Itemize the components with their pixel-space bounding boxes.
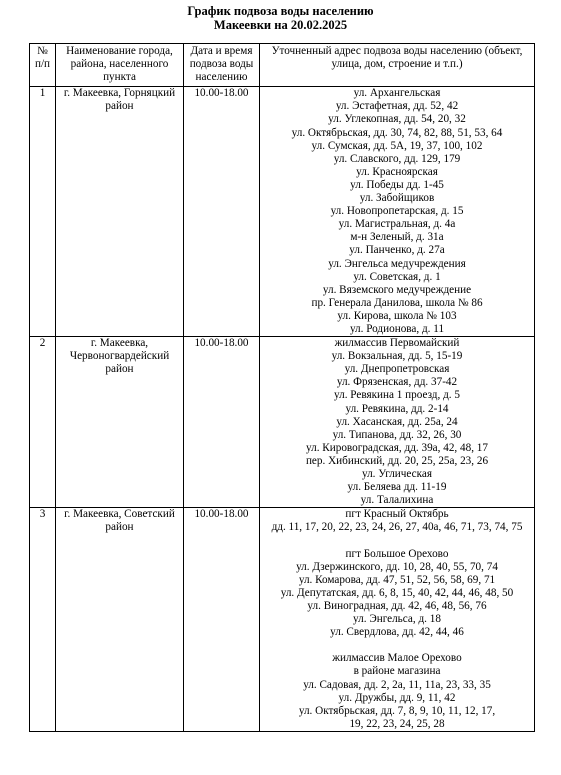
address-line: ул. Углекопная, дд. 54, 20, 32 bbox=[328, 113, 466, 126]
row-addresses bbox=[260, 337, 535, 508]
address-line: ул. Эстафетная, дд. 52, 42 bbox=[335, 100, 459, 113]
address-line: ул. Типанова, дд. 32, 26, 30 bbox=[332, 428, 462, 441]
address-line: ул. Углическая bbox=[361, 468, 433, 480]
address-line: пер. Хибинский, дд. 20, 25, 25а, 23, 26 bbox=[305, 454, 489, 467]
row-name: г. Макеевка, Советский район bbox=[56, 508, 184, 732]
header-name: Наименование города, района, населенного пункта bbox=[56, 44, 184, 87]
address-line: ул. Хасанская, дд. 25а, 24 bbox=[336, 415, 458, 428]
address-line: ул. Дзержинского, дд. 10, 28, 40, 55, 70, 74 bbox=[296, 560, 498, 573]
address-line: ул. Свердлова, дд. 42, 44, 46 bbox=[330, 626, 464, 639]
address-line: ул. Комарова, дд. 47, 51, 52, 56, 58, 69, 71 bbox=[298, 573, 496, 586]
table-row bbox=[30, 508, 535, 732]
address-line: ул. Энгельса медучреждения bbox=[328, 257, 466, 270]
address-line: ул. Красноярская bbox=[356, 165, 438, 178]
row-time: 10.00-18.00 bbox=[184, 87, 260, 337]
address-line: ул. Ревякина, дд. 2-14 bbox=[345, 402, 449, 415]
address-line: ул. Родионова, д. 11 bbox=[349, 322, 445, 335]
address-line: ул. Депутатская, дд. 6, 8, 15, 40, 42, 44, 46, 48, 50 bbox=[280, 586, 514, 599]
address-line: ул. Октябрьская, дд. 30, 74, 82, 88, 51, 53, 64 bbox=[291, 126, 503, 139]
header-address: Уточненный адрес подвоза воды населению (объект, улица, дом, строение и т.п.) bbox=[260, 44, 535, 87]
address-line: жилмассив Первомайский bbox=[334, 337, 460, 350]
header-time: Дата и время подвоза воды населению bbox=[184, 44, 260, 87]
address-line bbox=[262, 639, 532, 652]
address-line: ул. Энгельса, д. 18 bbox=[353, 613, 441, 626]
table-header-row bbox=[30, 44, 535, 87]
address-line: дд. 11, 17, 20, 22, 23, 24, 26, 27, 40а, 46, 71, 73, 74, 75 bbox=[271, 521, 523, 534]
row-name: г. Макеевка, Горняцкий район bbox=[56, 87, 184, 337]
address-line: ул. Вяземского медучреждение bbox=[322, 283, 472, 296]
row-name: г. Макеевка, Червоногвардейский район bbox=[56, 337, 184, 508]
water-delivery-table bbox=[29, 43, 535, 732]
title-line-2: Макеевки на 20.02.2025 bbox=[213, 18, 348, 32]
address-line: ул. Беляева дд. 11-19 bbox=[347, 481, 447, 494]
address-line: ул. Виноградная, дд. 42, 46, 48, 56, 76 bbox=[307, 599, 487, 612]
address-line: ул. Днепропетровская bbox=[344, 363, 450, 376]
address-line: 19, 22, 23, 24, 25, 28 bbox=[349, 717, 445, 730]
address-line: ул. Архангельская bbox=[353, 87, 441, 100]
row-num: 1 bbox=[30, 87, 56, 337]
row-addresses bbox=[260, 87, 535, 337]
row-addresses bbox=[260, 508, 535, 732]
address-line: ул. Дружбы, дд. 9, 11, 42 bbox=[338, 691, 456, 704]
address-line: ул. Сумская, дд. 5А, 19, 37, 100, 102 bbox=[311, 139, 483, 152]
address-line: ул. Ревякина 1 проезд, д. 5 bbox=[334, 389, 460, 402]
address-line: пгт Красный Октябрь bbox=[345, 508, 449, 521]
table-row bbox=[30, 337, 535, 508]
address-line: жилмассив Малое Орехово bbox=[332, 652, 462, 665]
address-line: ул. Кировоградская, дд. 39а, 42, 48, 17 bbox=[306, 441, 488, 454]
address-line: м-н Зеленый, д. 31а bbox=[350, 231, 444, 244]
document-title bbox=[0, 4, 561, 32]
row-time: 10.00-18.00 bbox=[184, 337, 260, 508]
address-line: ул. Панченко, д. 27а bbox=[349, 244, 445, 257]
address-line: пгт Большое Орехово bbox=[345, 547, 449, 560]
address-line: в районе магазина bbox=[353, 665, 441, 678]
address-line: ул. Кирова, школа № 103 bbox=[337, 309, 457, 322]
address-line: ул. Советская, д. 1 bbox=[353, 270, 441, 283]
title-line-1: График подвоза воды населению bbox=[187, 4, 374, 18]
address-line: ул. Талалихина bbox=[360, 494, 434, 507]
table-row bbox=[30, 87, 535, 337]
address-line: ул. Новопропетарская, д. 15 bbox=[330, 205, 464, 218]
address-line: ул. Забойщиков bbox=[359, 192, 435, 205]
address-line: ул. Славского, дд. 129, 179 bbox=[333, 152, 461, 165]
address-line: пр. Генерала Данилова, школа № 86 bbox=[311, 296, 483, 309]
address-line: ул. Октябрьская, дд. 7, 8, 9, 10, 11, 12, 17, bbox=[298, 704, 496, 717]
row-num: 2 bbox=[30, 337, 56, 508]
address-line: ул. Магистральная, д. 4а bbox=[338, 218, 456, 231]
header-num: № п/п bbox=[30, 44, 56, 87]
address-line: ул. Вокзальная, дд. 5, 15-19 bbox=[331, 350, 463, 363]
address-line: ул. Садовая, дд. 2, 2а, 11, 11а, 23, 33, 35 bbox=[303, 678, 491, 691]
row-time: 10.00-18.00 bbox=[184, 508, 260, 732]
address-line bbox=[262, 534, 532, 547]
address-line: ул. Победы дд. 1-45 bbox=[350, 178, 444, 191]
address-line: ул. Фрязенская, дд. 37-42 bbox=[336, 376, 458, 389]
row-num: 3 bbox=[30, 508, 56, 732]
